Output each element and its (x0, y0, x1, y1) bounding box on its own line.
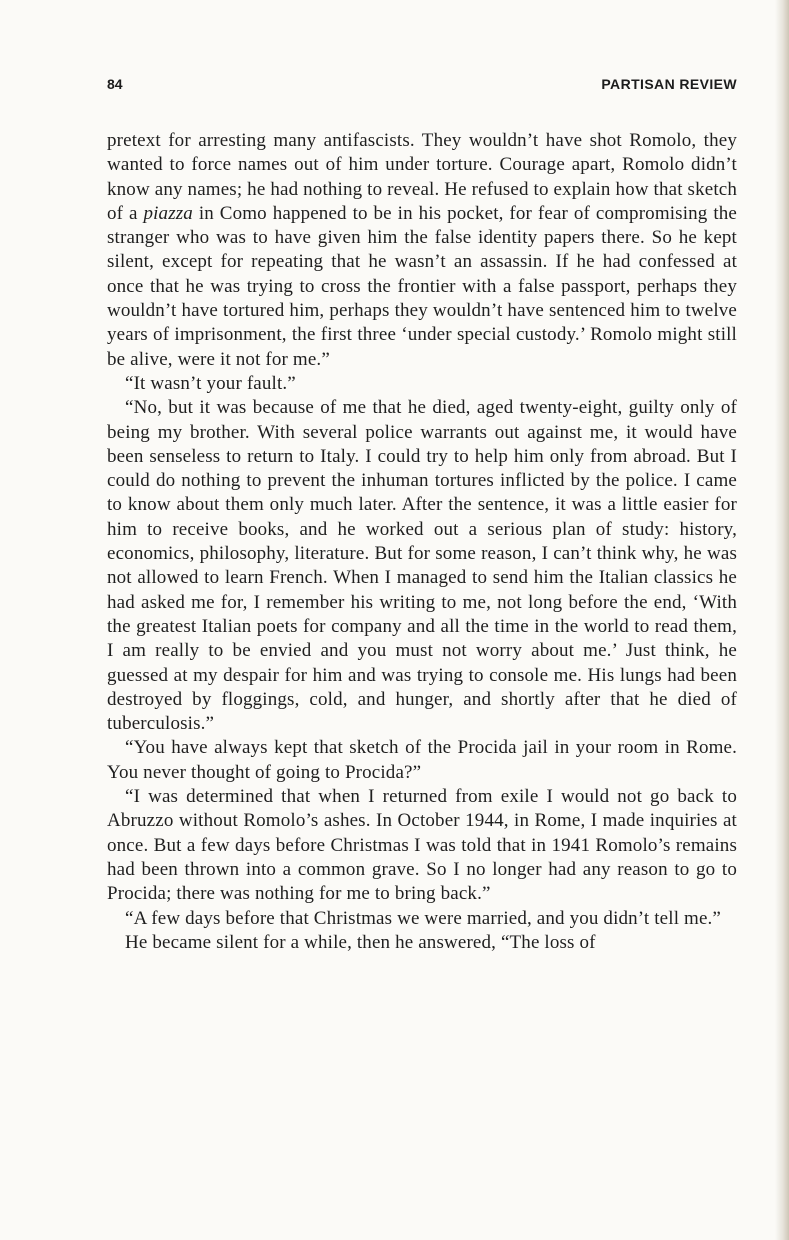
paragraph-5: “I was determined that when I returned from exile I would not go back to Abruzzo without Romolo’s ashes. In October 1944, in Rome, I made inquiries at once. But a few days before Christmas I was told that in 1941 Romolo’s remains had been thrown into a common grave. So I no longer had any reason to go to Procida; there was nothing for me to bring back.” (107, 786, 737, 905)
paragraph-1-post: in Como happened to be in his pocket, for fear of compromising the stranger who was to have given him the false identity papers there. So he kept silent, except for repeating that he wasn’t an assassin. If he had confessed at once that he was trying to cross the frontier with a false passport, perhaps they wouldn’t have tortured him, perhaps they wouldn’t have sentenced him to twelve years of imprisonment, the first three ‘under special custody.’ Romolo might still be alive, were it not for me.” (107, 202, 737, 370)
paragraph-1-emphasis: piazza (143, 202, 193, 224)
page-number: 84 (107, 76, 123, 92)
running-header (107, 76, 737, 96)
paragraph-4: “You have always kept that sketch of the Procida jail in your room in Rome. You never thought of going to Procida?” (107, 737, 737, 783)
paragraph-2: “It wasn’t your fault.” (125, 372, 296, 394)
journal-title: PARTISAN REVIEW (601, 76, 737, 92)
paragraph-1-pre: pretext for arresting many antifascists. They wouldn’t have shot Romolo, they wanted to force names out of him under torture. Courage apart, Romolo didn’t know any names; he had nothing to reveal. He refused to explain how that sketch of a (107, 130, 737, 224)
paragraph-3: “No, but it was because of me that he died, aged twenty-eight, guilty only of being my brother. With several police warrants out against me, it would have been senseless to return to Italy. I could try to help him only from abroad. But I could do nothing to prevent the inhuman tortures inflicted by the police. I came to know about them only much later. After the sentence, it was a little easier for him to receive books, and he worked out a serious plan of study: history, economics, philosophy, literature. But for some reason, I can’t think why, he was not allowed to learn French. When I managed to send him the Italian classics he had asked me for, I remember his writing to me, not long before the end, ‘With the greatest Italian poets for company and all the time in the world to read them, I am really to be envied and you must not worry about me.’ Just think, he guessed at my despair for him and was trying to console me. His lungs had been destroyed by floggings, cold, and hunger, and shortly after that he died of tuberculosis.” (107, 397, 737, 735)
paragraph-1 (107, 129, 737, 372)
paragraph-7: He became silent for a while, then he answered, “The loss of (125, 931, 596, 953)
body-text (107, 129, 737, 955)
paragraph-6: “A few days before that Christmas we were married, and you didn’t tell me.” (125, 907, 722, 929)
page-edge-shadow (775, 0, 789, 1240)
